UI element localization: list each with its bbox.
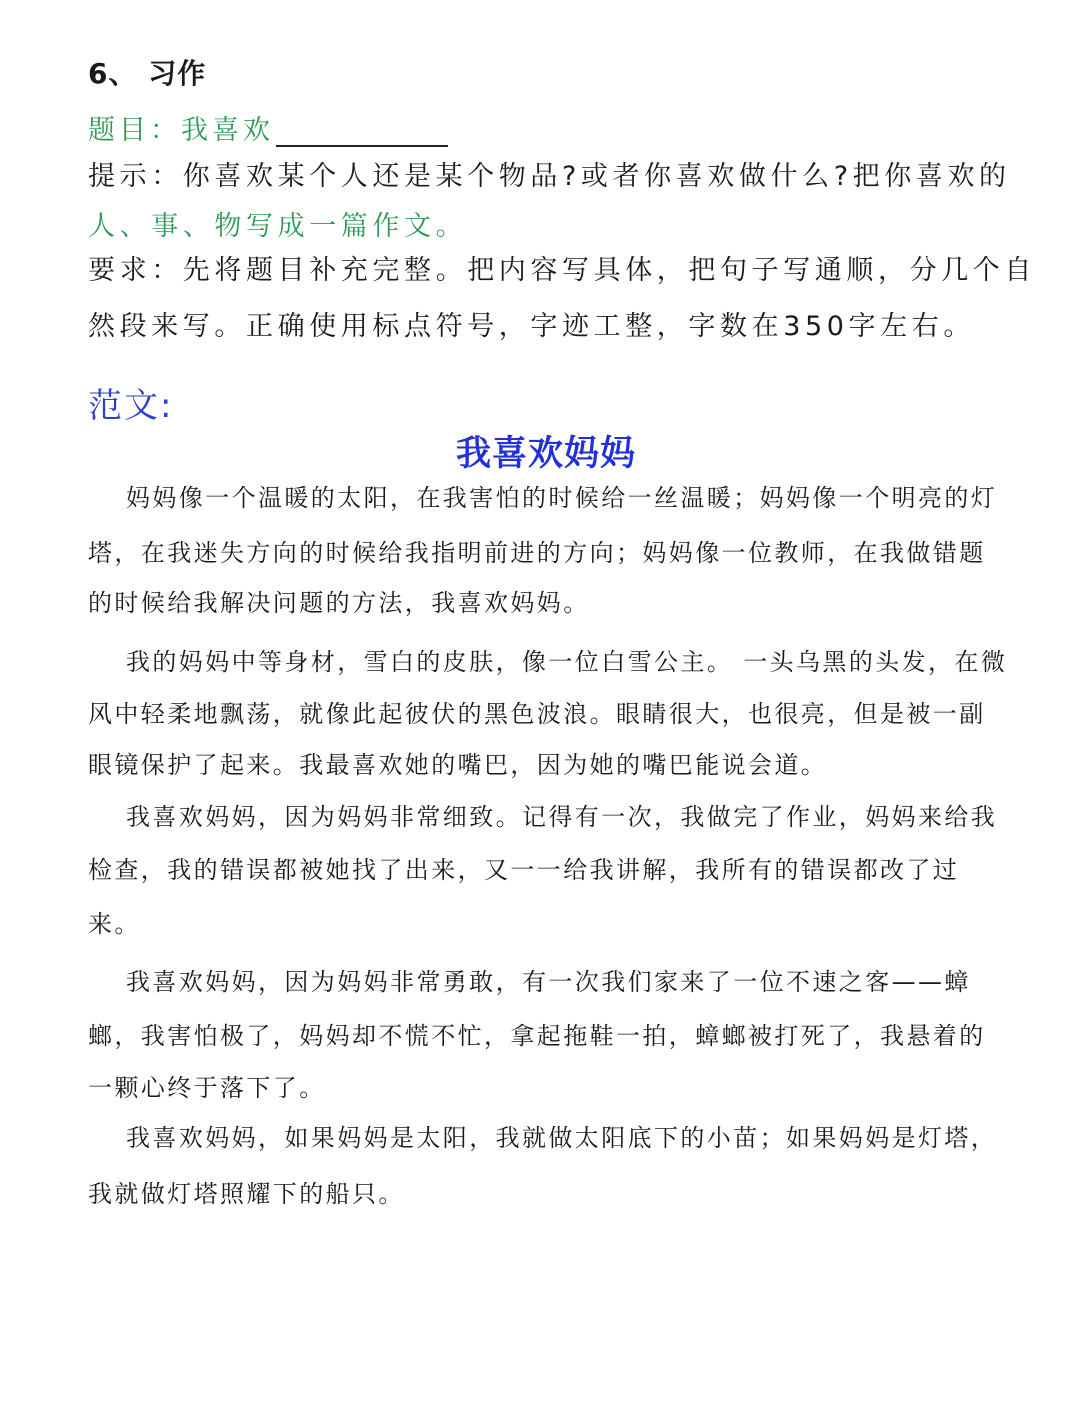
essay-line: 塔，在我迷失方向的时候给我指明前进的方向；妈妈像一位教师，在我做错题 (88, 539, 986, 567)
topic-blank-underline (276, 119, 448, 147)
hint-line-2: 人、事、物写成一篇作文。 (88, 211, 468, 242)
essay-line: 的时候给我解决问题的方法，我喜欢妈妈。 (88, 589, 590, 617)
essay-line: 我就做灯塔照耀下的船只。 (88, 1180, 405, 1208)
essay-line: 风中轻柔地飘荡，就像此起彼伏的黑色波浪。眼睛很大，也很亮，但是被一副 (88, 700, 986, 728)
topic-line (88, 108, 448, 147)
essay-line: 我喜欢妈妈，因为妈妈非常细致。记得有一次，我做完了作业，妈妈来给我 (126, 803, 998, 831)
sample-essay-label: 范文: (88, 386, 174, 426)
essay-line: 我喜欢妈妈，如果妈妈是太阳，我就做太阳底下的小苗；如果妈妈是灯塔， (126, 1124, 998, 1152)
essay-line: 我喜欢妈妈，因为妈妈非常勇敢，有一次我们家来了一位不速之客——蟑 (126, 968, 971, 996)
topic-text: 题目：我喜欢 (88, 115, 274, 146)
essay-line: 眼镜保护了起来。我最喜欢她的嘴巴，因为她的嘴巴能说会道。 (88, 751, 828, 779)
essay-line: 检查，我的错误都被她找了出来，又一一给我讲解，我所有的错误都改了过 (88, 856, 960, 884)
requirement-line-2: 然段来写。正确使用标点符号，字迹工整，字数在350字左右。 (88, 311, 975, 342)
essay-line: 来。 (88, 910, 141, 938)
requirement-line-1: 要求：先将题目补充完整。把内容写具体，把句子写通顺，分几个自 (88, 255, 1036, 286)
essay-line: 螂，我害怕极了，妈妈却不慌不忙，拿起拖鞋一拍，蟑螂被打死了，我悬着的 (88, 1022, 986, 1050)
essay-line: 妈妈像一个温暖的太阳，在我害怕的时候给一丝温暖；妈妈像一个明亮的灯 (126, 484, 998, 512)
essay-title: 我喜欢妈妈 (455, 434, 636, 474)
hint-line-1: 提示：你喜欢某个人还是某个物品?或者你喜欢做什么?把你喜欢的 (88, 161, 1011, 192)
essay-line: 我的妈妈中等身材，雪白的皮肤，像一位白雪公主。 一头乌黑的头发，在微 (126, 648, 1008, 676)
essay-line: 一颗心终于落下了。 (88, 1074, 326, 1102)
section-heading: 6、 习作 (88, 57, 207, 90)
